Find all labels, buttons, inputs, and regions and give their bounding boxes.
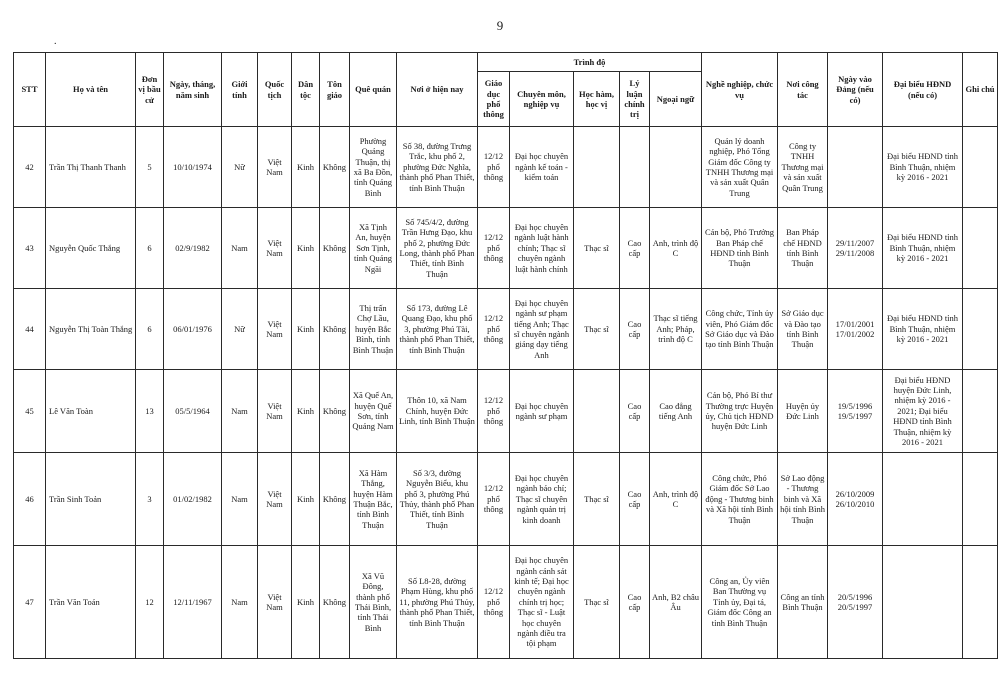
cell-nghe-nghiep: Cán bộ, Phó Bí thư Thường trực Huyện ủy, Chủ tịch HĐND huyện Đức Linh bbox=[702, 370, 778, 453]
cell-nghe-nghiep: Công an, Ủy viên Ban Thường vụ Tỉnh ủy, Đại tá, Giám đốc Công an tỉnh Bình Thuận bbox=[702, 546, 778, 659]
cell-dai-bieu: Đại biểu HĐND huyện Đức Linh, nhiệm kỳ 2016 - 2021; Đại biểu HĐND tỉnh Bình Thuận, nhiệm kỳ 2016 - 2021 bbox=[883, 370, 963, 453]
cell-ngay-vao-dang: 19/5/1996 19/5/1997 bbox=[828, 370, 883, 453]
table-row bbox=[14, 208, 998, 289]
cell-ngay-sinh: 01/02/1982 bbox=[164, 453, 222, 546]
cell-hoc-ham: Thạc sĩ bbox=[574, 289, 620, 370]
cell-ngoai-ngu: Anh, trình độ C bbox=[650, 453, 702, 546]
cell-ly-luan: Cao cấp bbox=[620, 208, 650, 289]
cell-nghe-nghiep: Quản lý doanh nghiệp, Phó Tổng Giám đốc Công ty TNHH Thương mại và sản xuất Quân Trung bbox=[702, 127, 778, 208]
header-ton-giao: Tôn giáo bbox=[320, 53, 350, 127]
header-ho-ten: Họ và tên bbox=[46, 53, 136, 127]
cell-don-vi: 5 bbox=[136, 127, 164, 208]
header-nghe-nghiep: Nghề nghiệp, chức vụ bbox=[702, 53, 778, 127]
cell-ngay-sinh: 10/10/1974 bbox=[164, 127, 222, 208]
cell-ngoai-ngu: Cao đẳng tiếng Anh bbox=[650, 370, 702, 453]
cell-nghe-nghiep: Cán bộ, Phó Trưởng Ban Pháp chế HĐND tỉnh Bình Thuận bbox=[702, 208, 778, 289]
cell-ngoai-ngu: Anh, B2 châu Âu bbox=[650, 546, 702, 659]
cell-stt: 45 bbox=[14, 370, 46, 453]
cell-chuyen-mon: Đại học chuyên ngành sư phạm tiếng Anh; Thạc sĩ chuyên ngành giảng dạy tiếng Anh bbox=[510, 289, 574, 370]
cell-ngay-vao-dang: 17/01/2001 17/01/2002 bbox=[828, 289, 883, 370]
cell-ngay-sinh: 02/9/1982 bbox=[164, 208, 222, 289]
cell-don-vi: 12 bbox=[136, 546, 164, 659]
cell-ghi-chu bbox=[963, 127, 998, 208]
header-quoc-tich: Quốc tịch bbox=[258, 53, 292, 127]
cell-que-quan: Phường Quảng Thuận, thị xã Ba Đồn, tỉnh Quảng Bình bbox=[350, 127, 397, 208]
cell-ngay-vao-dang: 26/10/2009 26/10/2010 bbox=[828, 453, 883, 546]
cell-stt: 47 bbox=[14, 546, 46, 659]
cell-noi-o: Số L8-28, đường Phạm Hùng, khu phố 11, phường Phú Thủy, thành phố Phan Thiết, tỉnh Bình Thuận bbox=[397, 546, 478, 659]
header-ngay-sinh: Ngày, tháng, năm sinh bbox=[164, 53, 222, 127]
header-que-quan: Quê quán bbox=[350, 53, 397, 127]
cell-dai-bieu: Đại biểu HĐND tỉnh Bình Thuận, nhiệm kỳ 2016 - 2021 bbox=[883, 289, 963, 370]
cell-chuyen-mon: Đại học chuyên ngành cảnh sát kinh tế; Đại học chuyên ngành chính trị học; Thạc sĩ - Luật học chuyên ngành điều tra tội phạm bbox=[510, 546, 574, 659]
cell-stt: 46 bbox=[14, 453, 46, 546]
cell-quoc-tich: Việt Nam bbox=[258, 208, 292, 289]
cell-noi-cong-tac: Huyện ủy Đức Linh bbox=[778, 370, 828, 453]
cell-ly-luan: Cao cấp bbox=[620, 370, 650, 453]
cell-noi-o: Số 173, đường Lê Quang Đạo, khu phố 3, phường Phú Tài, thành phố Phan Thiết, tỉnh Bình Thuận bbox=[397, 289, 478, 370]
cell-chuyen-mon: Đại học chuyên ngành luật hành chính; Thạc sĩ chuyên ngành luật hành chính bbox=[510, 208, 574, 289]
cell-ho-ten: Trần Văn Toán bbox=[46, 546, 136, 659]
cell-quoc-tich: Việt Nam bbox=[258, 546, 292, 659]
cell-giao-duc: 12/12 phổ thông bbox=[478, 127, 510, 208]
header-dai-bieu: Đại biểu HĐND (nếu có) bbox=[883, 53, 963, 127]
cell-dan-toc: Kinh bbox=[292, 127, 320, 208]
cell-quoc-tich: Việt Nam bbox=[258, 289, 292, 370]
cell-ghi-chu bbox=[963, 289, 998, 370]
cell-gioi-tinh: Nam bbox=[222, 546, 258, 659]
cell-que-quan: Xã Vũ Đông, thành phố Thái Bình, tỉnh Thái Bình bbox=[350, 546, 397, 659]
header-chuyen-mon: Chuyên môn, nghiệp vụ bbox=[510, 72, 574, 127]
cell-ngay-vao-dang bbox=[828, 127, 883, 208]
cell-noi-cong-tac: Sở Giáo dục và Đào tạo tỉnh Bình Thuận bbox=[778, 289, 828, 370]
cell-ly-luan: Cao cấp bbox=[620, 453, 650, 546]
cell-dai-bieu bbox=[883, 453, 963, 546]
cell-ly-luan: Cao cấp bbox=[620, 289, 650, 370]
cell-ho-ten: Lê Văn Toàn bbox=[46, 370, 136, 453]
cell-dan-toc: Kinh bbox=[292, 546, 320, 659]
header-giao-duc: Giáo dục phổ thông bbox=[478, 72, 510, 127]
cell-que-quan: Xã Quế An, huyện Quế Sơn, tỉnh Quảng Nam bbox=[350, 370, 397, 453]
cell-ngoai-ngu: Anh, trình độ C bbox=[650, 208, 702, 289]
header-hoc-ham: Học hàm, học vị bbox=[574, 72, 620, 127]
header-ly-luan: Lý luận chính trị bbox=[620, 72, 650, 127]
table-row bbox=[14, 546, 998, 659]
cell-gioi-tinh: Nam bbox=[222, 453, 258, 546]
cell-nghe-nghiep: Công chức, Tỉnh ủy viên, Phó Giám đốc Sở Giáo dục và Đào tạo tỉnh Bình Thuận bbox=[702, 289, 778, 370]
cell-gioi-tinh: Nam bbox=[222, 208, 258, 289]
cell-quoc-tich: Việt Nam bbox=[258, 370, 292, 453]
cell-dan-toc: Kinh bbox=[292, 453, 320, 546]
cell-noi-o: Số 3/3, đường Nguyễn Biểu, khu phố 3, phường Phú Thủy, thành phố Phan Thiết, tỉnh Bình Thuận bbox=[397, 453, 478, 546]
header-stt: STT bbox=[14, 53, 46, 127]
cell-ghi-chu bbox=[963, 546, 998, 659]
cell-giao-duc: 12/12 phổ thông bbox=[478, 453, 510, 546]
cell-chuyen-mon: Đại học chuyên ngành sư phạm bbox=[510, 370, 574, 453]
header-row-1 bbox=[14, 53, 998, 72]
cell-ngay-vao-dang: 29/11/2007 29/11/2008 bbox=[828, 208, 883, 289]
cell-ton-giao: Không bbox=[320, 546, 350, 659]
cell-noi-cong-tac: Sở Lao động - Thương binh và Xã hội tỉnh Bình Thuận bbox=[778, 453, 828, 546]
header-ghi-chu: Ghi chú bbox=[963, 53, 998, 127]
page-number: 9 bbox=[496, 18, 504, 33]
cell-que-quan: Xã Hàm Thắng, huyện Hàm Thuận Bắc, tỉnh Bình Thuận bbox=[350, 453, 397, 546]
header-ngoai-ngu: Ngoại ngữ bbox=[650, 72, 702, 127]
cell-hoc-ham: Thạc sĩ bbox=[574, 208, 620, 289]
cell-noi-o: Thôn 10, xã Nam Chính, huyện Đức Linh, tỉnh Bình Thuận bbox=[397, 370, 478, 453]
cell-gioi-tinh: Nam bbox=[222, 370, 258, 453]
cell-ngay-sinh: 05/5/1964 bbox=[164, 370, 222, 453]
cell-dan-toc: Kinh bbox=[292, 208, 320, 289]
cell-ton-giao: Không bbox=[320, 208, 350, 289]
cell-dai-bieu bbox=[883, 546, 963, 659]
header-dan-toc: Dân tộc bbox=[292, 53, 320, 127]
table-row bbox=[14, 127, 998, 208]
header-ngay-vao-dang: Ngày vào Đảng (nếu có) bbox=[828, 53, 883, 127]
cell-ghi-chu bbox=[963, 370, 998, 453]
cell-ton-giao: Không bbox=[320, 127, 350, 208]
cell-don-vi: 13 bbox=[136, 370, 164, 453]
cell-gioi-tinh: Nữ bbox=[222, 289, 258, 370]
cell-giao-duc: 12/12 phổ thông bbox=[478, 289, 510, 370]
cell-giao-duc: 12/12 phổ thông bbox=[478, 370, 510, 453]
header-noi-o: Nơi ở hiện nay bbox=[397, 53, 478, 127]
cell-ngay-sinh: 12/11/1967 bbox=[164, 546, 222, 659]
cell-hoc-ham bbox=[574, 127, 620, 208]
cell-ngay-vao-dang: 20/5/1996 20/5/1997 bbox=[828, 546, 883, 659]
header-gioi-tinh: Giới tính bbox=[222, 53, 258, 127]
candidate-table bbox=[13, 52, 998, 659]
cell-ton-giao: Không bbox=[320, 289, 350, 370]
cell-chuyen-mon: Đại học chuyên ngành kế toán - kiểm toán bbox=[510, 127, 574, 208]
cell-stt: 44 bbox=[14, 289, 46, 370]
cell-dan-toc: Kinh bbox=[292, 289, 320, 370]
cell-quoc-tich: Việt Nam bbox=[258, 453, 292, 546]
cell-noi-cong-tac: Công ty TNHH Thương mại và sản xuất Quân Trung bbox=[778, 127, 828, 208]
cell-ho-ten: Trần Sinh Toản bbox=[46, 453, 136, 546]
cell-que-quan: Thị trấn Chợ Lầu, huyện Bắc Bình, tỉnh Bình Thuận bbox=[350, 289, 397, 370]
cell-ly-luan bbox=[620, 127, 650, 208]
cell-noi-cong-tac: Ban Pháp chế HĐND tỉnh Bình Thuận bbox=[778, 208, 828, 289]
table-row bbox=[14, 370, 998, 453]
header-trinh-do: Trình độ bbox=[478, 53, 702, 72]
cell-dai-bieu: Đại biểu HĐND tỉnh Bình Thuận, nhiệm kỳ 2016 - 2021 bbox=[883, 127, 963, 208]
cell-que-quan: Xã Tịnh An, huyện Sơn Tịnh, tỉnh Quảng Ngãi bbox=[350, 208, 397, 289]
cell-don-vi: 6 bbox=[136, 289, 164, 370]
cell-dai-bieu: Đại biểu HĐND tỉnh Bình Thuận, nhiệm kỳ 2016 - 2021 bbox=[883, 208, 963, 289]
cell-ngoai-ngu: Thạc sĩ tiếng Anh; Pháp, trình độ C bbox=[650, 289, 702, 370]
cell-ngay-sinh: 06/01/1976 bbox=[164, 289, 222, 370]
cell-stt: 43 bbox=[14, 208, 46, 289]
cell-hoc-ham: Thạc sĩ bbox=[574, 546, 620, 659]
cell-nghe-nghiep: Công chức, Phó Giám đốc Sở Lao động - Thương binh và Xã hội tỉnh Bình Thuận bbox=[702, 453, 778, 546]
cell-ho-ten: Nguyễn Quốc Thắng bbox=[46, 208, 136, 289]
cell-ghi-chu bbox=[963, 208, 998, 289]
cell-ton-giao: Không bbox=[320, 453, 350, 546]
cell-giao-duc: 12/12 phổ thông bbox=[478, 546, 510, 659]
cell-ho-ten: Trần Thị Thanh Thanh bbox=[46, 127, 136, 208]
cell-noi-o: Số 745/4/2, đường Trần Hưng Đạo, khu phố 2, phường Đức Long, thành phố Phan Thiết, tỉnh Bình Thuận bbox=[397, 208, 478, 289]
cell-hoc-ham bbox=[574, 370, 620, 453]
cell-noi-o: Số 38, đường Trưng Trắc, khu phố 2, phường Đức Nghĩa, thành phố Phan Thiết, tỉnh Bình Thuận bbox=[397, 127, 478, 208]
cell-quoc-tich: Việt Nam bbox=[258, 127, 292, 208]
cell-ngoai-ngu bbox=[650, 127, 702, 208]
cell-ly-luan: Cao cấp bbox=[620, 546, 650, 659]
cell-stt: 42 bbox=[14, 127, 46, 208]
cell-don-vi: 3 bbox=[136, 453, 164, 546]
cell-gioi-tinh: Nữ bbox=[222, 127, 258, 208]
cell-giao-duc: 12/12 phổ thông bbox=[478, 208, 510, 289]
cell-ho-ten: Nguyễn Thị Toàn Thắng bbox=[46, 289, 136, 370]
cell-hoc-ham: Thạc sĩ bbox=[574, 453, 620, 546]
table-row bbox=[14, 289, 998, 370]
header-don-vi: Đơn vị bầu cử bbox=[136, 53, 164, 127]
page-mark: . bbox=[54, 36, 57, 47]
cell-ton-giao: Không bbox=[320, 370, 350, 453]
table-row bbox=[14, 453, 998, 546]
cell-ghi-chu bbox=[963, 453, 998, 546]
cell-dan-toc: Kinh bbox=[292, 370, 320, 453]
header-noi-cong-tac: Nơi công tác bbox=[778, 53, 828, 127]
cell-chuyen-mon: Đại học chuyên ngành báo chí; Thạc sĩ chuyên ngành quản trị kinh doanh bbox=[510, 453, 574, 546]
cell-don-vi: 6 bbox=[136, 208, 164, 289]
cell-noi-cong-tac: Công an tỉnh Bình Thuận bbox=[778, 546, 828, 659]
